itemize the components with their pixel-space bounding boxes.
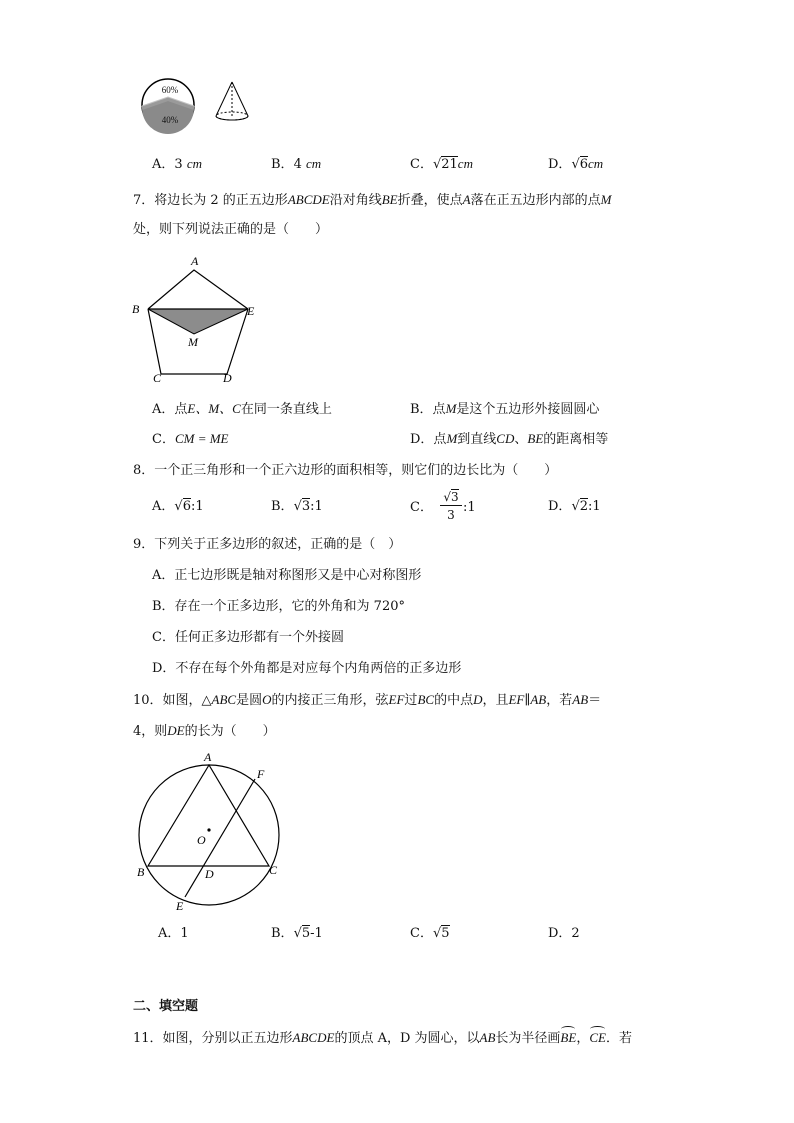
- q8-option-a: A．√6:1: [152, 499, 204, 514]
- section-heading: 二、填空题: [133, 999, 199, 1014]
- q7-label-d: D: [223, 371, 232, 385]
- q7-option-a: A．点E、M、C在同一条直线上: [152, 401, 332, 417]
- q10-label-e: E: [176, 899, 184, 913]
- q7-label-a: A: [191, 254, 199, 268]
- q9-stem: 9．下列关于正多边形的叙述，正确的是（ ）: [133, 537, 402, 552]
- q8-stem: 8．一个正三角形和一个正六边形的面积相等，则它们的边长比为（ ）: [133, 463, 558, 478]
- q10-option-b: B．√5-1: [271, 926, 323, 941]
- q8-option-d: D．√2:1: [548, 499, 601, 514]
- q7-stem-line1: 7．将边长为 2 的正五边形ABCDE沿对角线BE折叠，使点A落在正五边形内部的点M: [133, 192, 612, 208]
- q6-option-b: B．4 cm: [271, 156, 322, 172]
- q10-label-b: B: [137, 865, 145, 879]
- q8-option-b: B．√3:1: [271, 499, 323, 514]
- pentagon-fold-figure: [128, 250, 268, 390]
- q10-label-c: C: [269, 863, 278, 877]
- q9-option-c: C．任何正多边形都有一个外接圆: [152, 630, 344, 645]
- circle-triangle-figure: [130, 746, 290, 916]
- q10-label-a: A: [204, 750, 212, 764]
- q10-label-d: D: [205, 867, 214, 881]
- q10-stem-line2: 4，则DE的长为（ ）: [133, 723, 276, 739]
- q6-option-c: C．√21cm: [410, 156, 473, 172]
- q10-option-c: C．√5: [410, 926, 450, 941]
- q7-option-b: B．点M是这个五边形外接圆圆心: [410, 401, 600, 417]
- q10-option-d: D．2: [548, 926, 580, 941]
- q7-option-d: D．点M到直线CD、BE的距离相等: [410, 431, 609, 447]
- q7-stem-line2: 处，则下列说法正确的是（ ）: [133, 222, 329, 237]
- q9-option-a: A．正七边形既是轴对称图形又是中心对称图形: [152, 568, 422, 583]
- arc-ce: CE: [589, 1028, 606, 1048]
- q7-label-c: C: [153, 371, 162, 385]
- q6-option-a: A．3 cm: [152, 156, 202, 172]
- pie-cone-figure: [130, 76, 252, 136]
- q9-option-d: D．不存在每个外角都是对应每个内角两倍的正多边形: [152, 661, 462, 676]
- q7-option-c: C．CM = ME: [152, 431, 229, 447]
- q7-label-m: M: [188, 335, 198, 349]
- q11-stem: 11．如图，分别以正五边形ABCDE的顶点 A，D 为圆心，以AB长为半径画 BE， CE．若: [133, 1028, 632, 1049]
- q7-label-b: B: [132, 302, 140, 316]
- pie-bottom-label: 40%: [161, 115, 179, 125]
- q9-option-b: B．存在一个正多边形，它的外角和为 720°: [152, 599, 405, 614]
- arc-be: BE: [560, 1028, 576, 1048]
- q6-option-d: D．√6cm: [548, 156, 604, 172]
- q10-label-f: F: [257, 767, 265, 781]
- q10-option-a: A．1: [158, 926, 189, 941]
- pie-top-label: 60%: [161, 85, 179, 95]
- q10-stem-line1: 10．如图，△ABC是圆O的内接正三角形，弦EF过BC的中点D，且EF∥AB，若AB＝: [133, 692, 602, 708]
- q10-label-o: O: [197, 833, 206, 847]
- q7-label-e: E: [247, 304, 255, 318]
